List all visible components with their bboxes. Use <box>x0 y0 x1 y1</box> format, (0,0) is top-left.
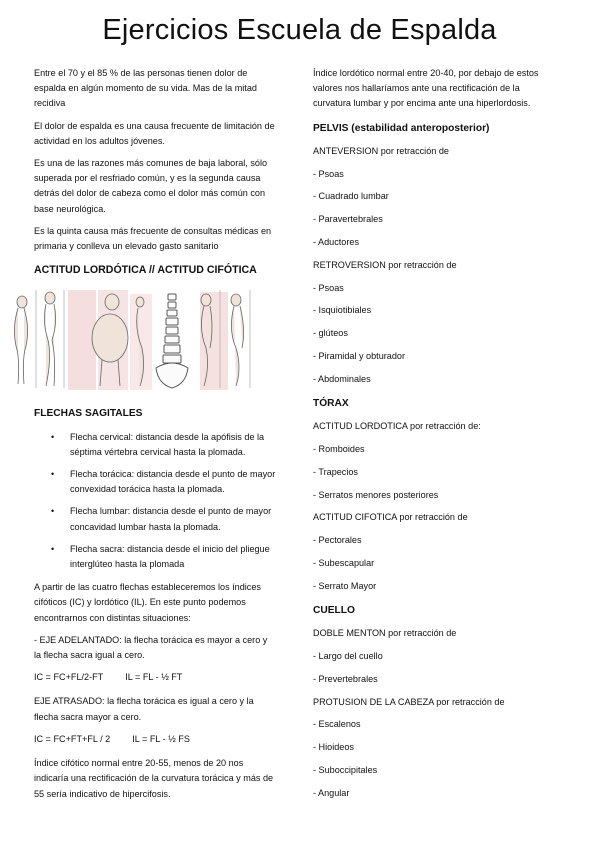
list-item-text: Flecha torácica: distancia desde el punto de mayor convexidad torácica hasta la plomada. <box>70 469 276 495</box>
left-column <box>34 66 276 809</box>
heading-pelvis: PELVIS (estabilidad anteroposterior) <box>313 122 490 134</box>
formula-ic: IC = FC+FL/2-FT <box>34 672 104 683</box>
page-title: Ejercicios Escuela de Espalda <box>102 14 497 46</box>
posture-figures-image <box>6 288 256 392</box>
muscle-item: - Isquiotibiales <box>313 305 372 316</box>
paragraph-eje-adelantado: - EJE ADELANTADO: la flecha torácica es mayor a cero y la flecha sacra igual a cero. <box>34 634 268 661</box>
formula-il: IL = FL - ½ FS <box>132 733 190 744</box>
heading-actitud: ACTITUD LORDÓTICA // ACTITUD CIFÓTICA <box>34 264 257 277</box>
list-item <box>51 504 276 534</box>
muscle-item: - Prevertebrales <box>313 673 378 684</box>
paragraph-eje-atrasado: EJE ATRASADO: la flecha torácica es igual a cero y la flecha sacra mayor a cero. <box>34 696 254 722</box>
subheading-anteversion: ANTEVERSION por retracción de <box>313 145 449 156</box>
formula-il: IL = FL - ½ FT <box>125 672 183 683</box>
muscle-item: - Hioideos <box>313 742 354 753</box>
muscle-item: - Psoas <box>313 282 344 293</box>
muscle-item: - Angular <box>313 787 350 798</box>
heading-flechas: FLECHAS SAGITALES <box>34 408 143 420</box>
list-item <box>51 430 276 460</box>
paragraph-indice-cifotico: Índice cifótico normal entre 20-55, menos de 20 nos indicaría una rectificación de la curvatura torácica y más de 55 sería indicativo de hipercifosis. <box>34 758 274 799</box>
paragraph-partir: A partir de las cuatro flechas estableceremos los índices cifóticos (IC) y lordótico (IL). En este punto podemos encontrarnos con distintas situaciones: <box>34 582 261 623</box>
muscle-item: - Cuadrado lumbar <box>313 191 389 202</box>
muscle-item: - Abdominales <box>313 373 371 384</box>
list-item <box>51 542 276 572</box>
muscle-item: - Piramidal y obturador <box>313 350 405 361</box>
muscle-item: - Pectorales <box>313 535 362 546</box>
muscle-item: - Serrato Mayor <box>313 580 377 591</box>
formula-atrasado <box>34 732 276 747</box>
list-item <box>51 467 276 497</box>
posture-illustrations <box>6 288 256 392</box>
list-item-text: Flecha lumbar: distancia desde el punto de mayor concavidad lumbar hasta la plomada. <box>70 506 272 532</box>
intro-paragraph: Es una de las razones más comunes de baja laboral, sólo superada por el resfriado común, y es la segunda causa detrás del dolor de cabeza como el dolor más común con base neurológica. <box>34 158 268 214</box>
intro-paragraph: Es la quinta causa más frecuente de consultas médicas en primaria y conlleva un elevado gasto sanitario <box>34 225 272 252</box>
flechas-list <box>34 430 276 573</box>
bullet-icon: • <box>51 543 55 554</box>
list-item-text: Flecha sacra: distancia desde el inicio del pliegue interglúteo hasta la plomada <box>70 543 270 570</box>
bullet-icon: • <box>51 469 55 480</box>
subheading-actitud-cifotica: ACTITUD CIFOTICA por retracción de <box>313 512 468 523</box>
muscle-item: - Psoas <box>313 168 344 179</box>
muscle-item: - Aductores <box>313 237 359 247</box>
heading-cuello: CUELLO <box>313 604 355 616</box>
muscle-item: - glúteos <box>313 328 348 339</box>
bullet-icon: • <box>51 431 55 442</box>
muscle-item: - Paravertebrales <box>313 214 383 225</box>
subheading-actitud-lordotica: ACTITUD LORDOTICA por retracción de: <box>313 421 481 432</box>
muscle-item: - Trapecios <box>313 466 358 477</box>
intro-paragraph: El dolor de espalda es una causa frecuente de limitación de actividad en los adultos jóvenes. <box>34 120 275 146</box>
paragraph-indice-lordotico: Índice lordótico normal entre 20-40, por debajo de estos valores nos hallaríamos ante una rectificación de la curvatura lumbar y por encima ante una hiperlordosis. <box>313 68 539 109</box>
bullet-icon: • <box>51 506 55 517</box>
subheading-protusion: PROTUSION DE LA CABEZA por retracción de <box>313 696 505 707</box>
muscle-item: - Serratos menores posteriores <box>313 489 439 500</box>
formula-ic: IC = FC+FT+FL / 2 <box>34 733 111 744</box>
muscle-item: - Escalenos <box>313 719 361 730</box>
muscle-item: - Largo del cuello <box>313 650 383 661</box>
formula-adelantado <box>34 670 276 685</box>
muscle-item: - Romboides <box>313 443 365 454</box>
right-column <box>313 66 553 809</box>
muscle-item: - Subescapular <box>313 557 375 568</box>
list-item-text: Flecha cervical: distancia desde la apófisis de la séptima vértebra cervical hasta la plomada. <box>70 431 265 457</box>
subheading-retroversion: RETROVERSION por retracción de <box>313 259 457 270</box>
intro-paragraph: Entre el 70 y el 85 % de las personas tienen dolor de espalda en algún momento de su vida. Mas de la mitad recidiva <box>34 68 257 109</box>
muscle-item: - Suboccipitales <box>313 764 378 775</box>
heading-torax: TÓRAX <box>313 397 349 409</box>
subheading-doble-menton: DOBLE MENTON por retracción de <box>313 628 457 639</box>
